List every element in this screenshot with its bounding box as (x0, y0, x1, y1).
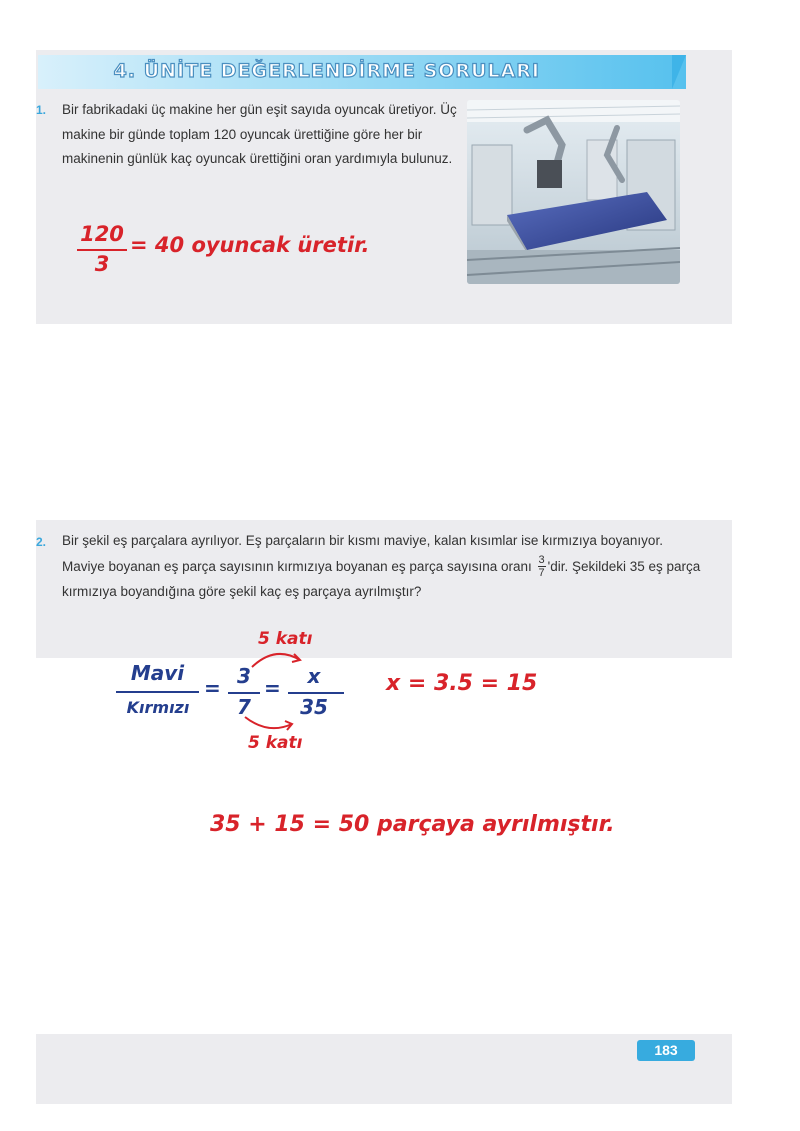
label-mavi: Mavi (130, 661, 185, 685)
work-fraction2-denominator: 35 (300, 695, 328, 719)
page-number: 183 (637, 1040, 695, 1061)
question2-text-after: 'dir. Şekildeki 35 eş parça kırmızıya boyandığına göre şekil kaç eş parçaya ayrılmıştır? (62, 558, 701, 600)
top-arrow-label: 5 katı (258, 629, 313, 649)
q1-answer-denominator: 3 (94, 252, 110, 276)
label-kirmizi: Kırmızı (126, 698, 190, 717)
question2-text-before: Bir şekil eş parçalara ayrılıyor. Eş parçaların bir kısmı maviye, kalan kısımlar ise kırmızıya boyanıyor. Maviye boyanan eş parça sayısının kırmızıya boyanan eş parça sayısına oranı (62, 533, 663, 574)
equals-sign-2: = (264, 676, 281, 700)
x-result: x = 3.5 = 15 (386, 671, 538, 696)
question2-number: 2. (36, 535, 47, 549)
q1-answer-result: = 40 oyuncak üretir. (130, 233, 370, 257)
top-arrow-icon (252, 654, 300, 667)
ratio-denominator: 7 (538, 567, 545, 580)
question1-number: 1. (36, 103, 47, 117)
equals-sign-1: = (204, 676, 221, 700)
q1-answer-numerator: 120 (80, 222, 124, 246)
bottom-arrow-label: 5 katı (248, 733, 303, 753)
work-fraction1-numerator: 3 (237, 664, 251, 688)
ratio-numerator: 3 (538, 554, 545, 567)
work-fraction2-numerator: x (307, 664, 321, 688)
question1-text: Bir fabrikadaki üç makine her gün eşit sayıda oyuncak üretiyor. Üç makine bir günde toplam 120 oyuncak ürettiğine göre her bir makinenin günlük kaç oyuncak ürettiğini oran yardımıyla bulunuz. (62, 102, 457, 166)
work-fraction1-denominator: 7 (237, 695, 251, 719)
unit-title: 4. ÜNİTE DEĞERLENDİRME SORULARI (113, 60, 540, 82)
bottom-arrow-icon (245, 717, 292, 728)
final-answer: 35 + 15 = 50 parçaya ayrılmıştır. (210, 812, 615, 837)
